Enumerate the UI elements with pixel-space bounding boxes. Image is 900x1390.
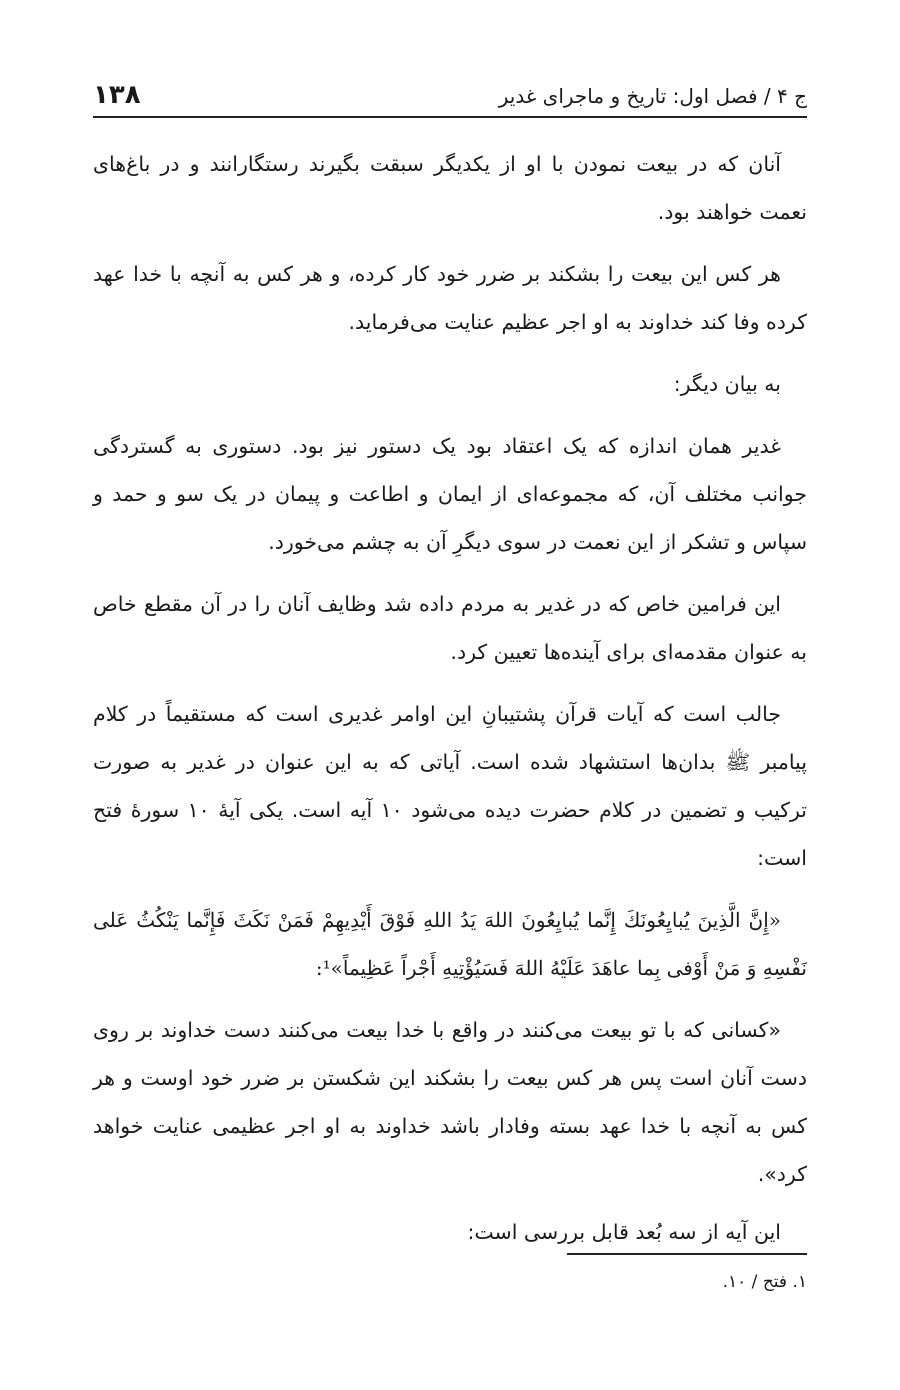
footnote-divider (567, 1253, 807, 1255)
paragraph: جالب است که آیات قرآن پشتیبانِ این اوامر غدیری است که مستقیماً در کلام پیامبر ﷺ بدان‌ها استشهاد شده است. آیاتی که به این عنوان در غدیر به صورت ترکیب و تضمین در کلام حضرت دیده می‌شود ۱۰ آیه است. یکی آیهٔ ۱۰ سورهٔ فتح است: (93, 702, 807, 870)
paragraph: این آیه از سه بُعد قابل بررسی است: (467, 1220, 781, 1244)
quran-verse: «إِنَّ الَّذِينَ يُبايِعُونَكَ إِنَّما يُبايِعُونَ اللهَ يَدُ اللهِ فَوْقَ أَيْدِيهِمْ فَمَنْ نَكَثَ فَإِنَّما يَنْكُثُ عَلى نَفْسِهِ وَ مَنْ أَوْفى بِما عاهَدَ عَلَيْهُ اللهَ فَسَيُؤْتِيهِ أَجْراً عَظِيماً»¹: (93, 908, 807, 980)
page-header (93, 72, 807, 118)
running-title: ج ۴ / فصل اول: تاریخ و ماجرای غدیر (498, 84, 807, 108)
page-body (93, 140, 807, 1270)
paragraph: به بیان دیگر: (673, 372, 781, 396)
paragraph: این فرامین خاص که در غدیر به مردم داده شد وظایف آنان را در آن مقطع خاص به عنوان مقدمه‌ای برای آینده‌ها تعیین کرد. (93, 592, 807, 664)
paragraph: غدیر همان اندازه که یک اعتقاد بود یک دستور نیز بود. دستوری به گستردگی جوانب مختلف آن، که مجموعه‌ای از ایمان و اطاعت و پیمان در یک سو و حمد و سپاس و تشکر از این نعمت در سوی دیگرِ آن به چشم می‌خورد. (93, 434, 807, 554)
paragraph: آنان که در بیعت نمودن با او از یکدیگر سبقت بگیرند رستگارانند و در باغ‌های نعمت خواهند بود. (93, 152, 807, 224)
footnote: ۱. فتح / ۱۰. (722, 1272, 807, 1292)
paragraph: هر کس این بیعت را بشکند بر ضرر خود کار کرده، و هر کس به آنچه با خدا عهد کرده وفا کند خداوند به او اجر عظیم عنایت می‌فرماید. (93, 262, 807, 334)
verse-translation: «کسانی که با تو بیعت می‌کنند در واقع با خدا بیعت می‌کنند دست خداوند بر روی دست آنان است پس هر کس بیعت را بشکند این شکستن بر ضرر خود اوست و هر کس به آنچه با خدا عهد بسته وفادار باشد خداوند به او اجر عظیمی عنایت خواهد کرد». (93, 1018, 807, 1186)
page-number: ۱۳۸ (93, 80, 141, 110)
